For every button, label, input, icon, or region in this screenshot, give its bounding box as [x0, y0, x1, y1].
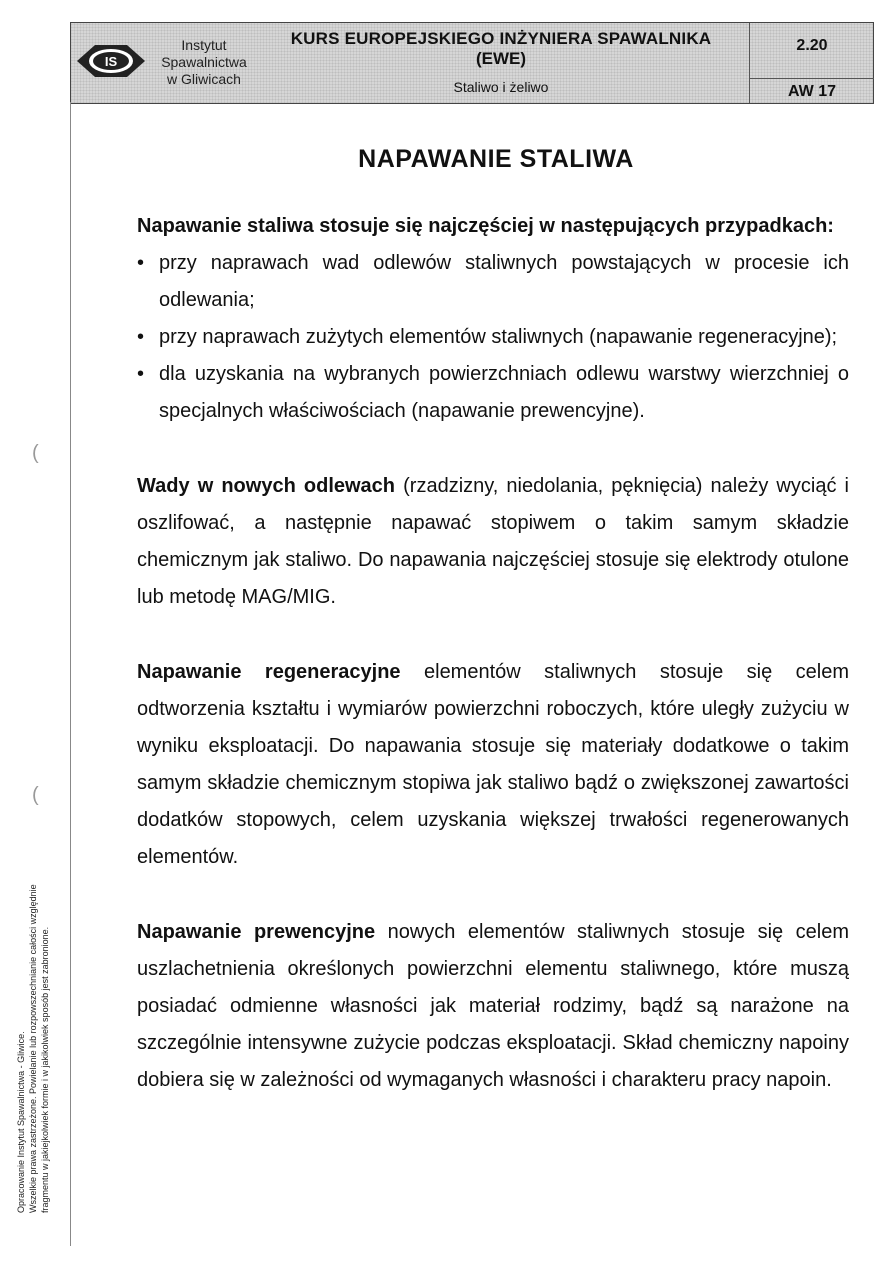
paragraph-heading: Napawanie regeneracyjne [137, 661, 401, 683]
bullet-item: • przy naprawach zużytych elementów staliwnych (napawanie regeneracyjne); [137, 319, 849, 356]
course-title: KURS EUROPEJSKIEGO INŻYNIERA SPAWALNIKA [290, 29, 712, 48]
copyright-line-2: Wszelkie prawa zastrzeżone. Powielanie lub rozpowszechnianie całości względnie [28, 884, 38, 1213]
bullet-item: • przy naprawach wad odlewów staliwnych powstających w procesie ich odlewania; [137, 245, 849, 319]
paragraph-heading: Napawanie prewencyjne [137, 921, 376, 943]
document-header [70, 22, 874, 104]
paragraph-preventive [137, 914, 849, 1099]
paragraph-text: elementów staliwnych stosuje się celem odtworzenia kształtu i wymiarów powierzchni roboczych, które uległy zużyciu w wyniku eksploatacji. Do napawania stosuje się materiały dodatkowe o takim samym składzie chemicznym stopiwa jak staliwo bądź o zwiększonej zawartości dodatków stopowych, celem uzyskania większej trwałości regenerowanych elementów. [137, 661, 849, 868]
spacer [137, 876, 849, 914]
copyright-note [15, 873, 51, 1213]
paragraph-text: (rzadzizny, niedolania, pęknięcia) należy wyciąć i oszlifować, a następnie napawać stopiwem o takim samym składzie chemicznym jak staliwo. Do napawania najczęściej stosuje się elektrody otulone lub metodę MAG/MIG. [137, 475, 849, 608]
copyright-line-1: Opracowanie Instytut Spawalnictwa - Gliwice. [16, 1031, 26, 1213]
page-title: NAPAWANIE STALIWA [358, 145, 634, 173]
paragraph-regenerative [137, 654, 849, 876]
institute-logo-cell [71, 23, 261, 103]
document-code: AW 17 [787, 83, 836, 100]
copyright-line-3: fragmentu w jakiejkolwiek formie i w jakikolwiek sposób jest zabronione. [40, 926, 50, 1213]
document-body [137, 208, 849, 1099]
code-divider [750, 78, 874, 79]
spacer [137, 430, 849, 468]
logo-letters: IS [104, 54, 118, 69]
institute-line-1: Instytut [181, 37, 227, 53]
lead-sentence: Napawanie staliwa stosuje się najczęściej w następujących przypadkach: [137, 215, 834, 237]
bullet-item: • dla uzyskania na wybranych powierzchniach odlewu warstwy wierzchniej o specjalnych właściwościach (napawanie prewencyjne). [137, 356, 849, 430]
paragraph-defects [137, 468, 849, 616]
document-code-cell [749, 23, 874, 103]
page-left-rule [70, 102, 71, 1246]
institute-line-2: Spawalnictwa [161, 54, 247, 70]
course-subtitle: Staliwo i żeliwo [453, 79, 549, 95]
spacer [137, 616, 849, 654]
institute-logo-icon [75, 41, 147, 81]
paragraph-text: nowych elementów staliwnych stosuje się celem uszlachetnienia określonych powierzchni elementu staliwnego, które muszą posiadać odmienne własności jak materiał rodzimy, bądź są narażone na szczególnie intensywne zużycie podczas eksploatacji. Skład chemiczny napoiny dobiera się w zależności od wymaganych własności i charakteru pracy napoin. [137, 921, 850, 1091]
section-number: 2.20 [796, 37, 828, 54]
course-title-cell [261, 23, 741, 103]
margin-mark: ( [32, 784, 39, 806]
course-abbreviation: (EWE) [475, 49, 527, 68]
institute-name [149, 37, 259, 88]
margin-mark: ( [32, 442, 39, 464]
institute-line-3: w Gliwicach [167, 71, 241, 87]
paragraph-heading: Wady w nowych odlewach [137, 475, 396, 497]
bullet-list [137, 245, 849, 430]
